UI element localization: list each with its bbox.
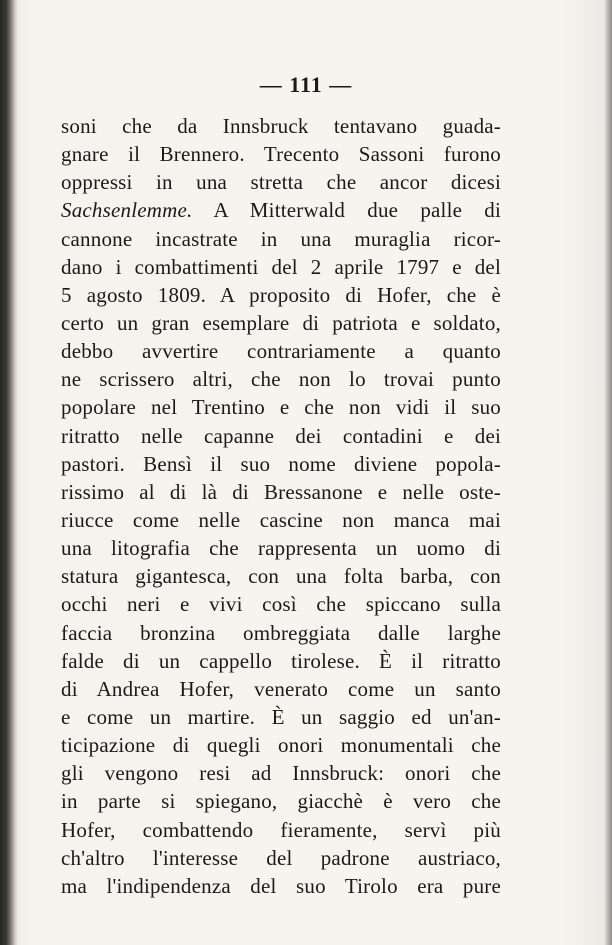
text-line: pastori. Bensì il suo nome diviene popola- [61,451,501,476]
text-line: riucce come nelle cascine non manca mai [61,507,501,532]
book-spine-shadow [0,0,18,945]
text-line: una litografia che rappresenta un uomo di [61,536,501,561]
text-line: statura gigantesca, con una folta barba, con [61,564,501,589]
page-edge-shadow [604,0,612,945]
text-line: Hofer, combattendo fieramente, servì più [61,817,501,842]
text-line: 5 agosto 1809. A proposito di Hofer, che è [61,282,501,307]
text-line: rissimo al di là di Bressanone e nelle oste- [61,479,501,504]
text-line: e come un martire. È un saggio ed un'an- [61,704,501,729]
text-line: gli vengono resi ad Innsbruck: onori che [61,761,501,786]
text-line: ne scrissero altri, che non lo trovai punto [61,367,501,392]
text-line: ma l'indipendenza del suo Tirolo era pure [61,873,501,898]
text-line: cannone incastrate in una muraglia ricor- [61,226,501,251]
text-line [61,196,501,224]
text-line: di Andrea Hofer, venerato come un santo [61,676,501,701]
text-line: ticipazione di quegli onori monumentali che [61,733,501,758]
text-line: falde di un cappello tirolese. È il ritratto [61,648,501,673]
text-line: faccia bronzina ombreggiata dalle larghe [61,620,501,645]
text-line: certo un gran esemplare di patriota e soldato, [61,310,501,335]
text-line: occhi neri e vivi così che spiccano sulla [61,592,501,617]
text-line: dano i combattimenti del 2 aprile 1797 e del [61,254,501,279]
italic-place-name: Sachsenlemme. [61,198,193,223]
text-line: debbo avvertire contrariamente a quanto [61,339,501,364]
text-line: popolare nel Trentino e che non vidi il suo [61,395,501,420]
text-line: in parte si spiegano, giacchè è vero che [61,789,501,814]
text-line-remainder: A Mitterwald due palle di [192,198,501,223]
text-line: gnare il Brennero. Trecento Sassoni furono [61,142,501,167]
text-line: soni che da Innsbruck tentavano guada- [61,114,501,138]
body-text [61,112,501,900]
page-number: — 111 — [259,72,353,97]
text-line: ch'altro l'interesse del padrone austriaco, [61,845,501,870]
text-line: ritratto nelle capanne dei contadini e dei [61,423,501,448]
text-line: oppressi in una stretta che ancor dicesi [61,170,501,195]
